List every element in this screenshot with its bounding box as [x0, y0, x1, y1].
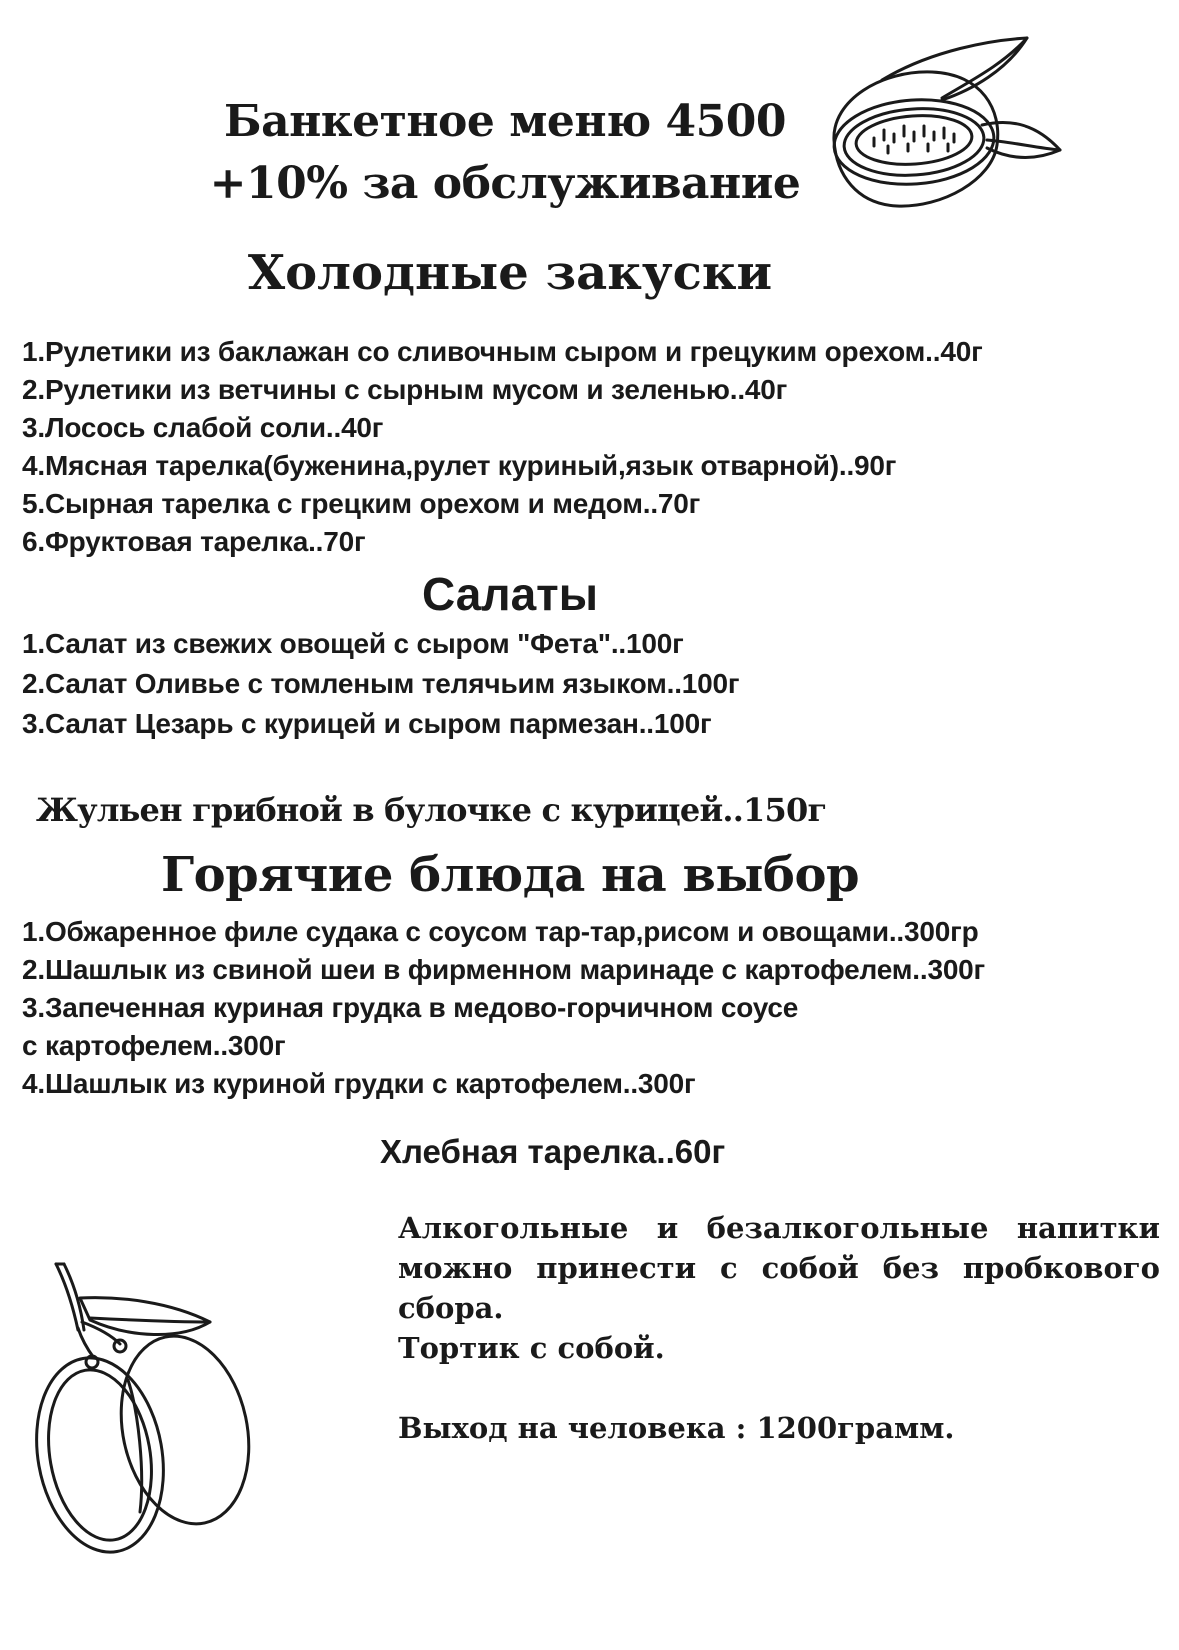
section-cold-appetizers: Холодные закуски	[247, 245, 773, 301]
list-item: 1.Рулетики из баклажан со сливочным сыром и грецуким орехом..40г	[22, 336, 983, 367]
julienne-item: Жульен грибной в булочке с курицей..150г	[36, 791, 827, 829]
list-item: 1.Обжаренное филе судака с соусом тар-тар,рисом и овощами..300гр	[22, 916, 979, 947]
list-item: 4.Шашлык из куриной грудки с картофелем..300г	[22, 1068, 696, 1099]
yield-note: Выход на человека : 1200грамм.	[398, 1411, 955, 1445]
bread-item: Хлебная тарелка..60г	[380, 1133, 726, 1170]
list-item: 3.Запеченная куриная грудка в медово-горчичном соусе	[22, 992, 799, 1023]
list-item: 6.Фруктовая тарелка..70г	[22, 526, 366, 557]
list-item: 2.Шашлык из свиной шеи в фирменном маринаде с картофелем..300г	[22, 954, 986, 985]
cake-note: Тортик с собой.	[398, 1331, 665, 1365]
list-item: 3.Салат Цезарь с курицей и сыром пармезан..100г	[22, 708, 712, 739]
list-item: с картофелем..300г	[22, 1030, 286, 1061]
list-item: 4.Мясная тарелка(буженина,рулет куриный,язык отварной)..90г	[22, 450, 897, 481]
list-item: 3.Лосось слабой соли..40г	[22, 412, 384, 443]
olive-branch-icon	[20, 1250, 260, 1590]
list-item: 5.Сырная тарелка с грецким орехом и медом..70г	[22, 488, 701, 519]
section-salads: Салаты	[422, 568, 598, 620]
section-hot-dishes: Горячие блюда на выбор	[160, 847, 860, 903]
list-item: 1.Салат из свежих овощей с сыром "Фета"..100г	[22, 628, 684, 659]
menu-title-price: Банкетное меню 4500	[223, 96, 787, 147]
menu-title-service: +10% за обслуживание	[209, 158, 801, 209]
almond-icon	[822, 30, 1072, 220]
list-item: 2.Салат Оливье с томленым телячьим языком..100г	[22, 668, 740, 699]
list-item: 2.Рулетики из ветчины с сырным мусом и зеленью..40г	[22, 374, 788, 405]
drinks-note: Алкогольные и безалкогольные напитки можно принести с собой без пробкового сбора.	[398, 1211, 1160, 1325]
